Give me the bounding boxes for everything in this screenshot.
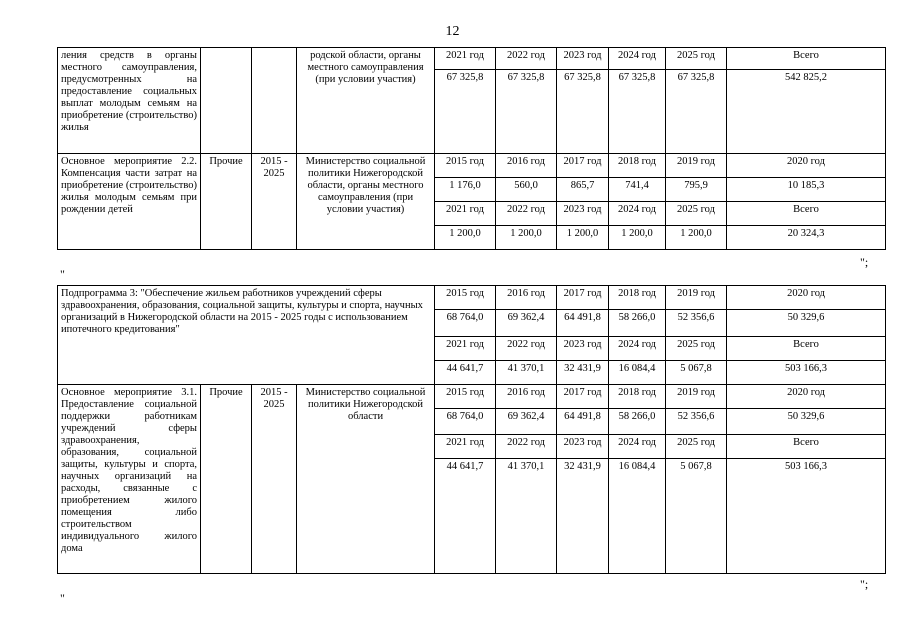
value-cell: 67 325,8 <box>557 70 609 154</box>
year-header: 2019 год <box>666 154 727 178</box>
value-cell: 52 356,6 <box>666 409 727 435</box>
value-cell: 10 185,3 <box>727 178 886 202</box>
total-cell: 20 324,3 <box>727 226 886 250</box>
value-cell: 67 325,8 <box>609 70 666 154</box>
total-cell: 503 166,3 <box>727 361 886 385</box>
closing-quote: "; <box>860 255 869 269</box>
total-header: Всего <box>727 337 886 361</box>
year-header: 2022 год <box>496 202 557 226</box>
year-header: 2017 год <box>557 286 609 310</box>
year-header: 2023 год <box>557 435 609 459</box>
value-cell: 44 641,7 <box>435 459 496 574</box>
value-cell: 32 431,9 <box>557 361 609 385</box>
value-cell: 44 641,7 <box>435 361 496 385</box>
value-cell: 1 176,0 <box>435 178 496 202</box>
opening-quote: " <box>60 267 65 281</box>
year-header: 2021 год <box>435 337 496 361</box>
subprogram-3-table <box>57 285 886 574</box>
measure-description: ления средств в органы местного самоуправления, предусмотренных на предоставление социальных выплат молодым семьям на приобретение (строительство) жилья <box>58 48 201 154</box>
year-header: 2018 год <box>609 385 666 409</box>
value-cell: 1 200,0 <box>609 226 666 250</box>
period <box>252 48 297 154</box>
value-cell: 64 491,8 <box>557 409 609 435</box>
table-row <box>58 286 886 310</box>
value-cell: 560,0 <box>496 178 557 202</box>
year-header: 2023 год <box>557 337 609 361</box>
executor: родской области, органы местного самоуправления (при условии участия) <box>297 48 435 154</box>
year-header: 2023 год <box>557 48 609 70</box>
total-cell: 503 166,3 <box>727 459 886 574</box>
table-row <box>58 385 886 409</box>
year-header: 2021 год <box>435 48 496 70</box>
year-header: 2019 год <box>666 385 727 409</box>
subprogram-title: Подпрограмма 3: "Обеспечение жильем работников учреждений сферы здравоохранения, образования, социальной защиты, культуры и спорта, научных организаций в Нижегородской области на 2015 - 2025 годы с использованием ипотечного кредитования" <box>58 286 435 385</box>
value-cell: 68 764,0 <box>435 310 496 337</box>
value-cell: 69 362,4 <box>496 409 557 435</box>
year-header: 2016 год <box>496 154 557 178</box>
year-header: 2019 год <box>666 286 727 310</box>
table-row <box>58 154 886 178</box>
value-cell: 741,4 <box>609 178 666 202</box>
value-cell: 41 370,1 <box>496 361 557 385</box>
year-header: 2025 год <box>666 337 727 361</box>
value-cell: 5 067,8 <box>666 459 727 574</box>
year-header: 2022 год <box>496 337 557 361</box>
value-cell: 16 084,4 <box>609 459 666 574</box>
measure-description: Основное мероприятие 2.2. Компенсация части затрат на приобретение (строительство) жилья молодым семьям при рождении детей <box>58 154 201 250</box>
closing-quote: "; <box>860 577 869 591</box>
value-cell: 1 200,0 <box>557 226 609 250</box>
value-cell: 5 067,8 <box>666 361 727 385</box>
total-header: Всего <box>727 48 886 70</box>
funding-source: Прочие <box>201 154 252 250</box>
executor: Министерство социальной политики Нижегородской области, органы местного самоуправления (при условии участия) <box>297 154 435 250</box>
year-header: 2018 год <box>609 286 666 310</box>
value-cell: 69 362,4 <box>496 310 557 337</box>
value-cell: 68 764,0 <box>435 409 496 435</box>
table-row <box>58 48 886 70</box>
value-cell: 865,7 <box>557 178 609 202</box>
value-cell: 58 266,0 <box>609 310 666 337</box>
value-cell: 58 266,0 <box>609 409 666 435</box>
year-header: 2025 год <box>666 202 727 226</box>
year-header: 2024 год <box>609 202 666 226</box>
value-cell: 67 325,8 <box>435 70 496 154</box>
value-cell: 64 491,8 <box>557 310 609 337</box>
year-header: 2015 год <box>435 154 496 178</box>
value-cell: 1 200,0 <box>496 226 557 250</box>
measure-description: Основное мероприятие 3.1. Предоставление социальной поддержки работникам учреждений сферы здравоохранения, образования, социальной защиты, культуры и спорта, научных организаций на расходы, связанные с приобретением жилого помещения либо строительством индивидуального жилого дома <box>58 385 201 574</box>
year-header: 2017 год <box>557 154 609 178</box>
year-header: 2024 год <box>609 337 666 361</box>
year-header: 2017 год <box>557 385 609 409</box>
year-header: 2021 год <box>435 435 496 459</box>
value-cell: 41 370,1 <box>496 459 557 574</box>
year-header: 2020 год <box>727 286 886 310</box>
year-header: 2016 год <box>496 385 557 409</box>
opening-quote: " <box>60 591 65 605</box>
funding-source: Прочие <box>201 385 252 574</box>
value-cell: 50 329,6 <box>727 310 886 337</box>
value-cell: 52 356,6 <box>666 310 727 337</box>
program-table-continued <box>57 47 886 250</box>
value-cell: 67 325,8 <box>666 70 727 154</box>
executor: Министерство социальной политики Нижегородской области <box>297 385 435 574</box>
value-cell: 16 084,4 <box>609 361 666 385</box>
value-cell: 795,9 <box>666 178 727 202</box>
year-header: 2021 год <box>435 202 496 226</box>
year-header: 2015 год <box>435 286 496 310</box>
year-header: 2018 год <box>609 154 666 178</box>
value-cell: 1 200,0 <box>666 226 727 250</box>
year-header: 2024 год <box>609 435 666 459</box>
year-header: 2022 год <box>496 48 557 70</box>
total-header: Всего <box>727 435 886 459</box>
year-header: 2020 год <box>727 385 886 409</box>
year-header: 2023 год <box>557 202 609 226</box>
value-cell: 50 329,6 <box>727 409 886 435</box>
year-header: 2016 год <box>496 286 557 310</box>
year-header: 2020 год <box>727 154 886 178</box>
period: 2015 - 2025 <box>252 154 297 250</box>
period: 2015 - 2025 <box>252 385 297 574</box>
value-cell: 32 431,9 <box>557 459 609 574</box>
year-header: 2025 год <box>666 435 727 459</box>
page-number: 12 <box>445 24 460 39</box>
year-header: 2015 год <box>435 385 496 409</box>
total-cell: 542 825,2 <box>727 70 886 154</box>
value-cell: 67 325,8 <box>496 70 557 154</box>
year-header: 2022 год <box>496 435 557 459</box>
year-header: 2025 год <box>666 48 727 70</box>
total-header: Всего <box>727 202 886 226</box>
value-cell: 1 200,0 <box>435 226 496 250</box>
funding-source <box>201 48 252 154</box>
year-header: 2024 год <box>609 48 666 70</box>
